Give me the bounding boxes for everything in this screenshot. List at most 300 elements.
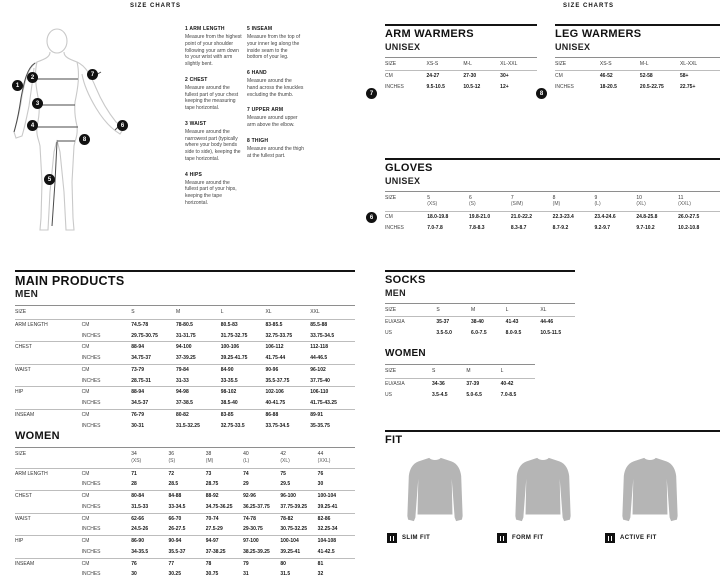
fit-caption-form xyxy=(497,533,544,543)
table-cell-value: 52-58 xyxy=(640,71,680,82)
table-cell-value: 31-33 xyxy=(175,377,189,384)
men-size-table xyxy=(15,305,355,431)
table-cell-value: 29.75-30.75 xyxy=(131,332,158,339)
table-column-header: 11 (XXL) xyxy=(678,191,720,212)
active-fit-shirt-icon xyxy=(600,452,700,532)
table-column-header: M xyxy=(466,365,500,379)
socks-women-subtitle: WOMEN xyxy=(385,348,426,359)
table-row xyxy=(15,319,355,330)
table-column-header: XL xyxy=(265,306,310,320)
table-unit-label: INCHES xyxy=(81,422,101,429)
main-products-women-subtitle: WOMEN xyxy=(15,430,60,442)
instruction-item xyxy=(247,26,304,61)
table-column-header: 5 (XS) xyxy=(427,191,469,212)
table-row-label: HIP xyxy=(15,387,82,410)
body-measurement-diagram xyxy=(12,22,177,257)
section-socks xyxy=(385,270,575,339)
table-cell-value: 97-100 xyxy=(243,536,280,547)
table-cell-value: 27-30 xyxy=(463,71,500,82)
table-cell-value: 37.75-40 xyxy=(310,377,330,384)
table-size-header: SIZE xyxy=(15,448,82,469)
table-row xyxy=(15,491,355,502)
table-unit-label: INCHES xyxy=(385,84,404,91)
table-size-header: SIZE xyxy=(555,57,600,71)
table-cell-value: 104-108 xyxy=(318,536,355,547)
table-cell-value: 34-35.5 xyxy=(131,548,149,555)
slim-fit-label: SLIM FIT xyxy=(402,535,431,541)
table-cell-value: 26.0-27.5 xyxy=(678,212,720,223)
section-socks-women xyxy=(385,348,535,400)
table-cell-value: 8.7-9.2 xyxy=(552,224,569,231)
table-cell-value: 90-94 xyxy=(168,536,205,547)
table-column-header: XS-S xyxy=(427,57,464,71)
table-cell-value: 71 xyxy=(131,468,168,479)
table-cell-value: 34.5-37 xyxy=(131,400,149,407)
page-title-right: SIZE CHARTS xyxy=(563,3,615,9)
table-row-label: CHEST xyxy=(15,342,82,365)
instruction-text: Measure around the fullest part of your hips, keeping the tape horizontal. xyxy=(185,179,237,206)
table-row xyxy=(385,390,535,401)
arm-warmers-subtitle: UNISEX xyxy=(385,41,421,52)
section-arm-warmers xyxy=(385,24,537,93)
slim-fit-badge-icon xyxy=(387,533,397,543)
table-cell-value: 28.75 xyxy=(205,481,219,488)
table-unit-label: CM xyxy=(385,212,427,223)
page-title-left: SIZE CHARTS xyxy=(130,3,182,9)
table-cell-value: 34.75-36.25 xyxy=(205,503,233,510)
table-cell-value: 34.75-37 xyxy=(131,355,151,362)
table-cell-value: 94-97 xyxy=(206,536,243,547)
socks-men-table xyxy=(385,303,575,339)
table-row xyxy=(385,328,575,339)
table-cell-value: 77 xyxy=(168,558,205,569)
table-cell-value: 112-118 xyxy=(310,342,355,353)
size-table xyxy=(15,447,355,580)
table-unit-label: EU/ASIA xyxy=(385,378,432,389)
table-cell-value: 28.75-31 xyxy=(131,377,151,384)
table-cell-value: 102-106 xyxy=(265,387,310,398)
table-cell-value: 38.5-40 xyxy=(220,400,238,407)
measure-point-upper-arm: 7 xyxy=(87,69,98,80)
table-cell-value: 3.5-4.5 xyxy=(432,391,448,398)
table-cell-value: 100-106 xyxy=(221,342,266,353)
table-cell-value: 31.5-32.25 xyxy=(175,422,200,429)
table-cell-value: 70-74 xyxy=(206,513,243,524)
table-column-header: XL-XXL xyxy=(500,57,537,71)
instruction-heading: 6 HAND xyxy=(247,70,267,76)
table-column-header: 42 (XL) xyxy=(280,448,317,469)
table-row xyxy=(555,82,720,93)
instruction-text: Measure around the narrowest part (typically where your body bends side to side), keeping the tape horizontal. xyxy=(185,128,241,162)
table-cell-value: 30.75 xyxy=(205,571,219,578)
table-unit-label: US xyxy=(385,391,392,398)
form-fit-shirt-icon xyxy=(498,452,588,532)
table-cell-value: 80-82 xyxy=(176,409,221,420)
table-cell-value: 20.5-22.75 xyxy=(639,84,664,91)
table-cell-value: 5.0-6.5 xyxy=(466,391,482,398)
table-cell-value: 26-27.5 xyxy=(168,526,186,533)
table-cell-value: 37-38.25 xyxy=(205,548,226,555)
table-cell-value: 31.5-33 xyxy=(131,503,149,510)
table-cell-value: 74.5-78 xyxy=(131,319,176,330)
instruction-heading: 1 ARM LENGTH xyxy=(185,26,225,32)
table-cell-value: 83-85 xyxy=(221,409,266,420)
instruction-heading: 7 UPPER ARM xyxy=(247,107,284,114)
table-cell-value: 94-98 xyxy=(176,387,221,398)
table-unit-label: CM xyxy=(82,319,132,330)
table-cell-value: 9.5-10.5 xyxy=(426,84,445,91)
table-cell-value: 84-88 xyxy=(168,491,205,502)
table-cell-value: 31.5 xyxy=(280,571,291,578)
measure-point-thigh: 8 xyxy=(79,134,90,145)
table-unit-label: EU/ASIA xyxy=(385,317,436,328)
table-cell-value: 35-37 xyxy=(436,317,471,328)
table-size-header: SIZE xyxy=(385,303,436,317)
table-cell-value: 32.75-33.75 xyxy=(265,332,293,339)
table-size-header: SIZE xyxy=(385,57,427,71)
table-cell-value: 21.0-22.2 xyxy=(511,212,553,223)
table-cell-value: 44-46.5 xyxy=(310,355,328,362)
table-cell-value: 80.5-83 xyxy=(221,319,266,330)
size-table xyxy=(15,305,355,431)
table-column-header: 8 (M) xyxy=(553,191,595,212)
table-cell-value: 94-100 xyxy=(176,342,221,353)
socks-title: SOCKS xyxy=(385,274,426,286)
table-cell-value: 7.8-8.3 xyxy=(469,224,485,231)
table-unit-label: INCHES xyxy=(81,481,101,488)
table-cell-value: 75 xyxy=(280,468,317,479)
table-cell-value: 44-46 xyxy=(540,317,575,328)
table-cell-value: 33-35.5 xyxy=(220,377,238,384)
table-cell-value: 100-104 xyxy=(318,491,355,502)
table-column-header: XL-XXL xyxy=(680,57,720,71)
table-row xyxy=(15,558,355,569)
table-column-header: 6 (S) xyxy=(469,191,511,212)
table-unit-label: INCHES xyxy=(385,224,404,231)
fit-caption-active xyxy=(605,533,657,543)
table-row xyxy=(15,342,355,353)
table-cell-value: 39.25-41 xyxy=(280,548,301,555)
table-cell-value: 90-96 xyxy=(265,364,310,375)
table-column-header: XXL xyxy=(310,306,355,320)
table-row xyxy=(385,212,720,223)
table-cell-value: 33-34.5 xyxy=(168,503,186,510)
instruction-heading: 2 CHEST xyxy=(185,76,208,83)
table-row xyxy=(15,364,355,375)
table-cell-value: 10.5-11.5 xyxy=(540,330,562,337)
table-cell-value: 30 xyxy=(317,481,324,488)
table-cell-value: 81 xyxy=(318,558,355,569)
table-cell-value: 7.0-7.8 xyxy=(427,224,443,231)
table-cell-value: 35.5-37 xyxy=(168,548,186,555)
instruction-text: Measure from the highest point of your shoulder following your arm down to your wrist with arm slightly bent. xyxy=(185,34,242,67)
table-cell-value: 85.5-88 xyxy=(310,319,355,330)
leg-warmers-measure-badge: 8 xyxy=(536,88,547,99)
table-cell-value: 100-104 xyxy=(280,536,317,547)
arm-warmers-measure-badge: 7 xyxy=(366,88,377,99)
table-column-header: S xyxy=(131,306,176,320)
table-cell-value: 27.5-29 xyxy=(205,526,223,533)
table-row xyxy=(385,71,537,82)
measure-point-hand: 6 xyxy=(117,120,128,131)
table-cell-value: 92-96 xyxy=(243,491,280,502)
leg-warmers-title: LEG WARMERS xyxy=(555,28,642,40)
table-row xyxy=(555,71,720,82)
table-cell-value: 96-100 xyxy=(280,491,317,502)
instruction-item xyxy=(185,77,242,112)
instruction-heading: 4 HIPS xyxy=(185,171,203,178)
table-cell-value: 22.3-23.4 xyxy=(553,212,595,223)
table-cell-value: 30.75-32.25 xyxy=(280,526,308,533)
table-cell-value: 39.25-41.75 xyxy=(220,355,248,362)
form-fit-badge-icon xyxy=(497,533,507,543)
table-cell-value: 30 xyxy=(131,571,137,578)
table-row-label: ARM LENGTH xyxy=(15,319,82,342)
table-row xyxy=(385,378,535,389)
slim-fit-shirt-icon xyxy=(394,452,476,532)
table-cell-value: 24-27 xyxy=(427,71,464,82)
table-row-label: WAIST xyxy=(15,513,82,536)
table-row xyxy=(15,387,355,398)
table-row-label: HIP xyxy=(15,536,82,559)
table-cell-value: 88-94 xyxy=(131,387,176,398)
table-cell-value: 29.5 xyxy=(280,481,291,488)
instruction-text: Measure around the thigh at the fullest part. xyxy=(247,145,304,159)
instruction-item xyxy=(185,26,242,68)
table-cell-value: 82-86 xyxy=(318,513,355,524)
table-row-label: CHEST xyxy=(15,491,82,514)
leg-warmers-table xyxy=(555,57,720,93)
table-cell-value: 58+ xyxy=(680,71,720,82)
table-cell-value: 28 xyxy=(131,481,137,488)
table-column-header: S xyxy=(432,365,466,379)
measure-point-chest: 2 xyxy=(27,72,38,83)
women-size-table xyxy=(15,447,355,580)
table-unit-label: INCHES xyxy=(81,332,101,339)
section-gloves xyxy=(385,158,720,234)
table-column-header: 34 (XS) xyxy=(131,448,168,469)
instruction-text: Measure around upper arm above the elbow. xyxy=(247,115,298,128)
table-cell-value: 89-91 xyxy=(310,409,355,420)
table-unit-label: INCHES xyxy=(81,548,101,555)
measure-point-waist: 3 xyxy=(32,98,43,109)
measure-point-hips: 4 xyxy=(27,120,38,131)
table-row-label: INSEAM xyxy=(15,558,82,580)
table-cell-value: 23.4-24.6 xyxy=(595,212,637,223)
table-row-label: WAIST xyxy=(15,364,82,387)
table-cell-value: 86-88 xyxy=(265,409,310,420)
instructions-column-1 xyxy=(185,26,242,216)
table-row-label: ARM LENGTH xyxy=(15,468,82,491)
table-cell-value: 37-39.25 xyxy=(175,355,196,362)
table-unit-label: CM xyxy=(82,387,132,398)
instruction-item xyxy=(247,107,304,129)
table-unit-label: INCHES xyxy=(81,503,101,510)
table-cell-value: 33.75-34.5 xyxy=(265,422,290,429)
table-cell-value: 19.8-21.0 xyxy=(469,212,511,223)
size-table xyxy=(385,57,537,93)
table-size-header: SIZE xyxy=(385,191,427,212)
table-cell-value: 12+ xyxy=(500,84,509,91)
instruction-item xyxy=(185,121,242,163)
instructions-column-2 xyxy=(247,26,304,168)
table-column-header: M xyxy=(176,306,221,320)
table-unit-label: CM xyxy=(385,71,427,82)
table-cell-value: 41-43 xyxy=(506,317,541,328)
table-cell-value: 80 xyxy=(280,558,317,569)
table-cell-value: 88-94 xyxy=(131,342,176,353)
table-cell-value: 35.5-37.75 xyxy=(265,377,290,384)
fit-illustration-active xyxy=(600,452,700,537)
table-cell-value: 6.0-7.5 xyxy=(471,330,487,337)
table-column-header: L xyxy=(501,365,535,379)
section-main-products xyxy=(15,270,355,431)
table-cell-value: 9.7-10.2 xyxy=(636,224,655,231)
table-cell-value: 38.25-39.25 xyxy=(243,548,270,555)
table-unit-label: CM xyxy=(82,558,132,569)
table-cell-value: 31-31.75 xyxy=(175,332,196,339)
table-column-header: L xyxy=(506,303,541,317)
table-cell-value: 98-102 xyxy=(221,387,266,398)
socks-men-subtitle: MEN xyxy=(385,287,406,298)
table-cell-value: 74 xyxy=(243,468,280,479)
table-cell-value: 39.25-41 xyxy=(317,503,338,510)
table-unit-label: INCHES xyxy=(81,355,101,362)
table-cell-value: 41.75-43.25 xyxy=(310,400,337,407)
table-cell-value: 88-92 xyxy=(206,491,243,502)
measure-point-arm-length: 1 xyxy=(12,80,23,91)
table-cell-value: 106-112 xyxy=(265,342,310,353)
table-cell-value: 7.0-8.5 xyxy=(500,391,517,398)
table-cell-value: 9.2-9.7 xyxy=(594,224,611,231)
table-cell-value: 40-42 xyxy=(501,378,535,389)
gloves-table xyxy=(385,191,720,234)
table-cell-value: 84-90 xyxy=(221,364,266,375)
table-unit-label: CM xyxy=(82,409,132,420)
table-cell-value: 73 xyxy=(206,468,243,479)
table-cell-value: 32.75-33.5 xyxy=(220,422,245,429)
table-cell-value: 83-85.5 xyxy=(265,319,310,330)
instruction-text: Measure from the top of your inner leg along the inside seam to the bottom of your leg. xyxy=(247,34,301,61)
table-cell-value: 31.75-32.75 xyxy=(220,332,248,339)
table-size-header: SIZE xyxy=(385,365,432,379)
table-column-header: 38 (M) xyxy=(206,448,243,469)
table-cell-value: 8.3-8.7 xyxy=(510,224,527,231)
instruction-item xyxy=(247,70,304,98)
table-cell-value: 37-38.5 xyxy=(175,400,193,407)
table-cell-value: 33.75-34.5 xyxy=(310,332,335,339)
table-unit-label: CM xyxy=(82,342,132,353)
table-cell-value: 34-36 xyxy=(432,378,466,389)
table-cell-value: 36.25-37.75 xyxy=(243,503,270,510)
table-cell-value: 79 xyxy=(243,558,280,569)
table-cell-value: 38-40 xyxy=(471,317,506,328)
table-cell-value: 96-102 xyxy=(310,364,355,375)
table-cell-value: 41-42.5 xyxy=(317,548,335,555)
instruction-heading: 3 WAIST xyxy=(185,120,207,127)
size-table xyxy=(385,303,575,339)
table-unit-label: INCHES xyxy=(555,84,574,91)
table-column-header: M xyxy=(471,303,506,317)
table-cell-value: 30+ xyxy=(500,71,537,82)
fit-illustration-slim xyxy=(385,452,485,537)
instruction-heading: 8 THIGH xyxy=(247,137,269,144)
table-column-header: L xyxy=(221,306,266,320)
main-products-title: MAIN PRODUCTS xyxy=(15,274,125,288)
instruction-heading: 5 INSEAM xyxy=(247,26,273,32)
active-fit-badge-icon xyxy=(605,533,615,543)
section-leg-warmers xyxy=(555,24,720,93)
table-cell-value: 30.25 xyxy=(168,571,181,578)
table-unit-label: US xyxy=(385,330,392,337)
table-cell-value: 76 xyxy=(318,468,355,479)
table-unit-label: CM xyxy=(82,513,132,524)
table-cell-value: 22.75+ xyxy=(679,84,696,91)
table-cell-value: 78-80.5 xyxy=(176,319,221,330)
table-cell-value: 80-84 xyxy=(131,491,168,502)
table-cell-value: 35-35.75 xyxy=(310,422,330,429)
table-cell-value: 37-39 xyxy=(466,378,500,389)
table-unit-label: CM xyxy=(555,71,600,82)
table-unit-label: CM xyxy=(82,536,132,547)
arm-warmers-title: ARM WARMERS xyxy=(385,28,474,40)
table-cell-value: 18-20.5 xyxy=(599,84,617,91)
fit-illustration-form xyxy=(493,452,593,537)
instruction-item xyxy=(185,172,242,207)
table-column-header: 40 (L) xyxy=(243,448,280,469)
table-cell-value: 28.5 xyxy=(168,481,179,488)
body-silhouette xyxy=(12,22,177,257)
table-column-header: 36 (S) xyxy=(168,448,205,469)
table-cell-value: 78 xyxy=(206,558,243,569)
table-cell-value: 31 xyxy=(243,571,249,578)
gloves-measure-badge: 6 xyxy=(366,212,377,223)
table-unit-label: CM xyxy=(82,364,132,375)
table-cell-value: 29 xyxy=(243,481,249,488)
table-unit-label: INCHES xyxy=(81,377,101,384)
table-column-header: XL xyxy=(540,303,575,317)
size-table xyxy=(555,57,720,93)
table-cell-value: 8.0-9.5 xyxy=(505,330,522,337)
fit-title: FIT xyxy=(385,434,403,446)
table-row xyxy=(385,317,575,328)
table-cell-value: 74-78 xyxy=(243,513,280,524)
fit-caption-slim xyxy=(387,533,430,543)
table-column-header: 7 (S/M) xyxy=(511,191,553,212)
table-unit-label: CM xyxy=(82,468,132,479)
measure-point-inseam: 5 xyxy=(44,174,55,185)
section-fit xyxy=(385,430,720,565)
table-unit-header xyxy=(82,306,132,320)
table-column-header: M-L xyxy=(463,57,500,71)
table-column-header: 10 (XL) xyxy=(636,191,678,212)
instruction-item xyxy=(247,138,304,160)
table-row-label: INSEAM xyxy=(15,409,82,431)
table-cell-value: 79-84 xyxy=(176,364,221,375)
table-column-header: M-L xyxy=(640,57,680,71)
table-unit-label: INCHES xyxy=(81,400,101,407)
table-cell-value: 10.5-12 xyxy=(463,84,481,91)
table-cell-value: 24.5-26 xyxy=(131,526,149,533)
table-cell-value: 66-70 xyxy=(168,513,205,524)
table-cell-value: 32.25-34 xyxy=(317,526,338,533)
table-cell-value: 32 xyxy=(317,571,324,578)
table-cell-value: 73-79 xyxy=(131,364,176,375)
table-row xyxy=(15,536,355,547)
table-cell-value: 24.8-25.8 xyxy=(636,212,678,223)
size-table xyxy=(385,364,535,400)
table-row xyxy=(15,468,355,479)
